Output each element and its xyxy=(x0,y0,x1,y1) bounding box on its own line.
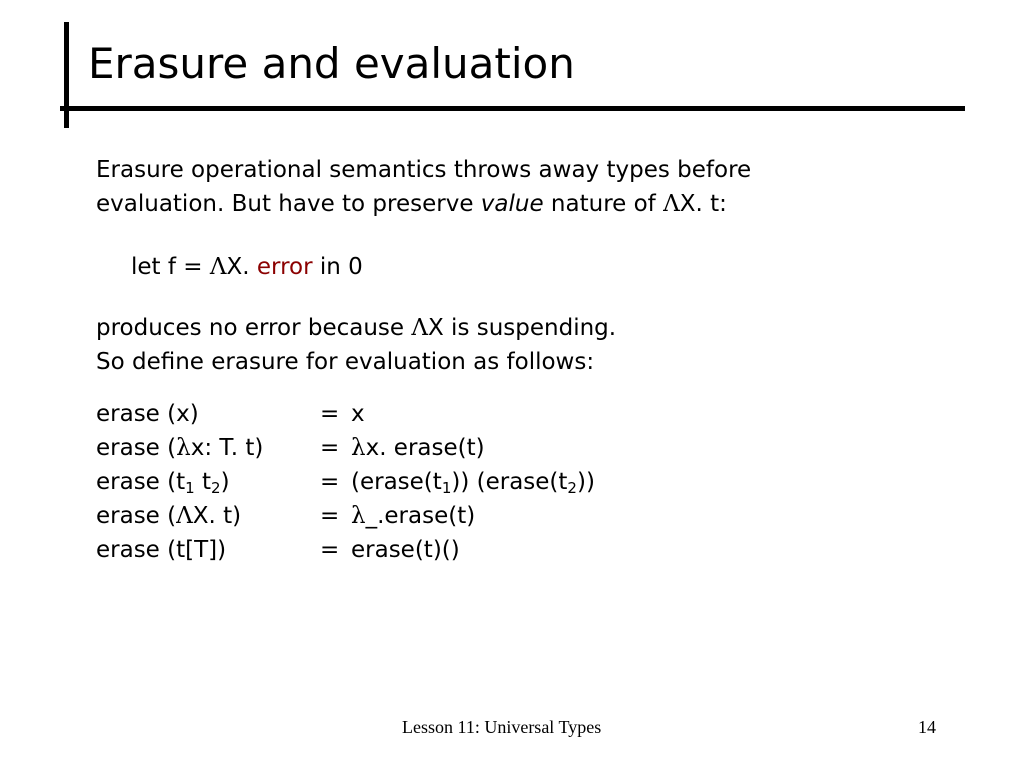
rule-lhs-text-a: erase ( xyxy=(96,503,177,529)
small-lambda-symbol: λ xyxy=(351,435,366,461)
rule-lhs-text-b: X. t) xyxy=(192,503,242,529)
let-example xyxy=(131,250,363,284)
rule-equals: = xyxy=(320,503,340,529)
subscript: 1 xyxy=(185,479,195,497)
small-lambda-symbol: λ xyxy=(176,435,191,461)
footer-page-number: 14 xyxy=(918,717,936,737)
rule-lhs: erase (x) xyxy=(96,401,199,427)
intro-line-2-text-c: X. t: xyxy=(679,191,727,217)
rule-rhs: erase(t)() xyxy=(351,537,460,563)
rule-lhs-text-a: erase ( xyxy=(96,435,177,461)
rule-lhs xyxy=(96,431,263,465)
rule-lhs xyxy=(96,465,230,499)
rule-lhs: erase (t[T]) xyxy=(96,537,227,563)
title-vertical-rule xyxy=(64,22,69,128)
small-lambda-symbol: λ xyxy=(351,503,366,529)
rule-rhs: x xyxy=(351,401,365,427)
rule-equals: = xyxy=(320,435,340,461)
rule-rhs-text-b: )) (erase(t xyxy=(451,469,568,495)
subscript: 2 xyxy=(567,479,577,497)
subscript: 1 xyxy=(441,479,452,497)
rule-rhs-text-b: x. erase(t) xyxy=(365,435,485,461)
big-lambda-symbol: Λ xyxy=(663,191,680,217)
intro-line-2-text-a: evaluation. But have to preserve xyxy=(96,191,481,217)
big-lambda-symbol: Λ xyxy=(209,254,227,280)
intro-line-2-text-b: nature of xyxy=(543,191,664,217)
explanation-line-1-text-b: X is suspending. xyxy=(427,315,617,341)
rule-rhs-text-b: _.erase(t) xyxy=(365,503,476,529)
explanation-line-1 xyxy=(96,311,616,345)
big-lambda-symbol: Λ xyxy=(411,315,428,341)
rule-lhs-text-c: ) xyxy=(220,469,230,495)
intro-line-1: Erasure operational semantics throws away types before xyxy=(96,157,752,183)
rule-equals: = xyxy=(320,537,340,563)
explanation-line-2: So define erasure for evaluation as follows: xyxy=(96,349,595,375)
explanation-paragraph xyxy=(96,311,616,379)
value-emphasis: value xyxy=(480,191,544,217)
rule-lhs-text-b: x: T. t) xyxy=(190,435,264,461)
let-example-text-a: let f = xyxy=(131,254,210,280)
intro-paragraph xyxy=(96,153,751,221)
error-keyword: error xyxy=(256,254,313,280)
intro-line-2 xyxy=(96,187,751,221)
rule-rhs xyxy=(351,465,595,499)
rule-rhs xyxy=(351,499,475,533)
footer-lesson-title: Lesson 11: Universal Types xyxy=(402,717,602,737)
rule-rhs xyxy=(351,431,485,465)
let-example-text-b: X. xyxy=(226,254,257,280)
rule-lhs-text-a: erase (t xyxy=(96,469,186,495)
rule-rhs-text-c: )) xyxy=(576,469,595,495)
slide-title: Erasure and evaluation xyxy=(88,39,575,88)
let-example-text-c: in 0 xyxy=(312,254,363,280)
big-lambda-symbol: Λ xyxy=(176,503,193,529)
rule-equals: = xyxy=(320,469,340,495)
subscript: 2 xyxy=(211,479,221,497)
rule-lhs xyxy=(96,499,241,533)
rule-rhs-text-a: (erase(t xyxy=(351,469,442,495)
title-horizontal-rule xyxy=(60,106,965,111)
rule-lhs-text-b: t xyxy=(194,469,212,495)
rule-equals: = xyxy=(320,401,340,427)
explanation-line-1-text-a: produces no error because xyxy=(96,315,412,341)
